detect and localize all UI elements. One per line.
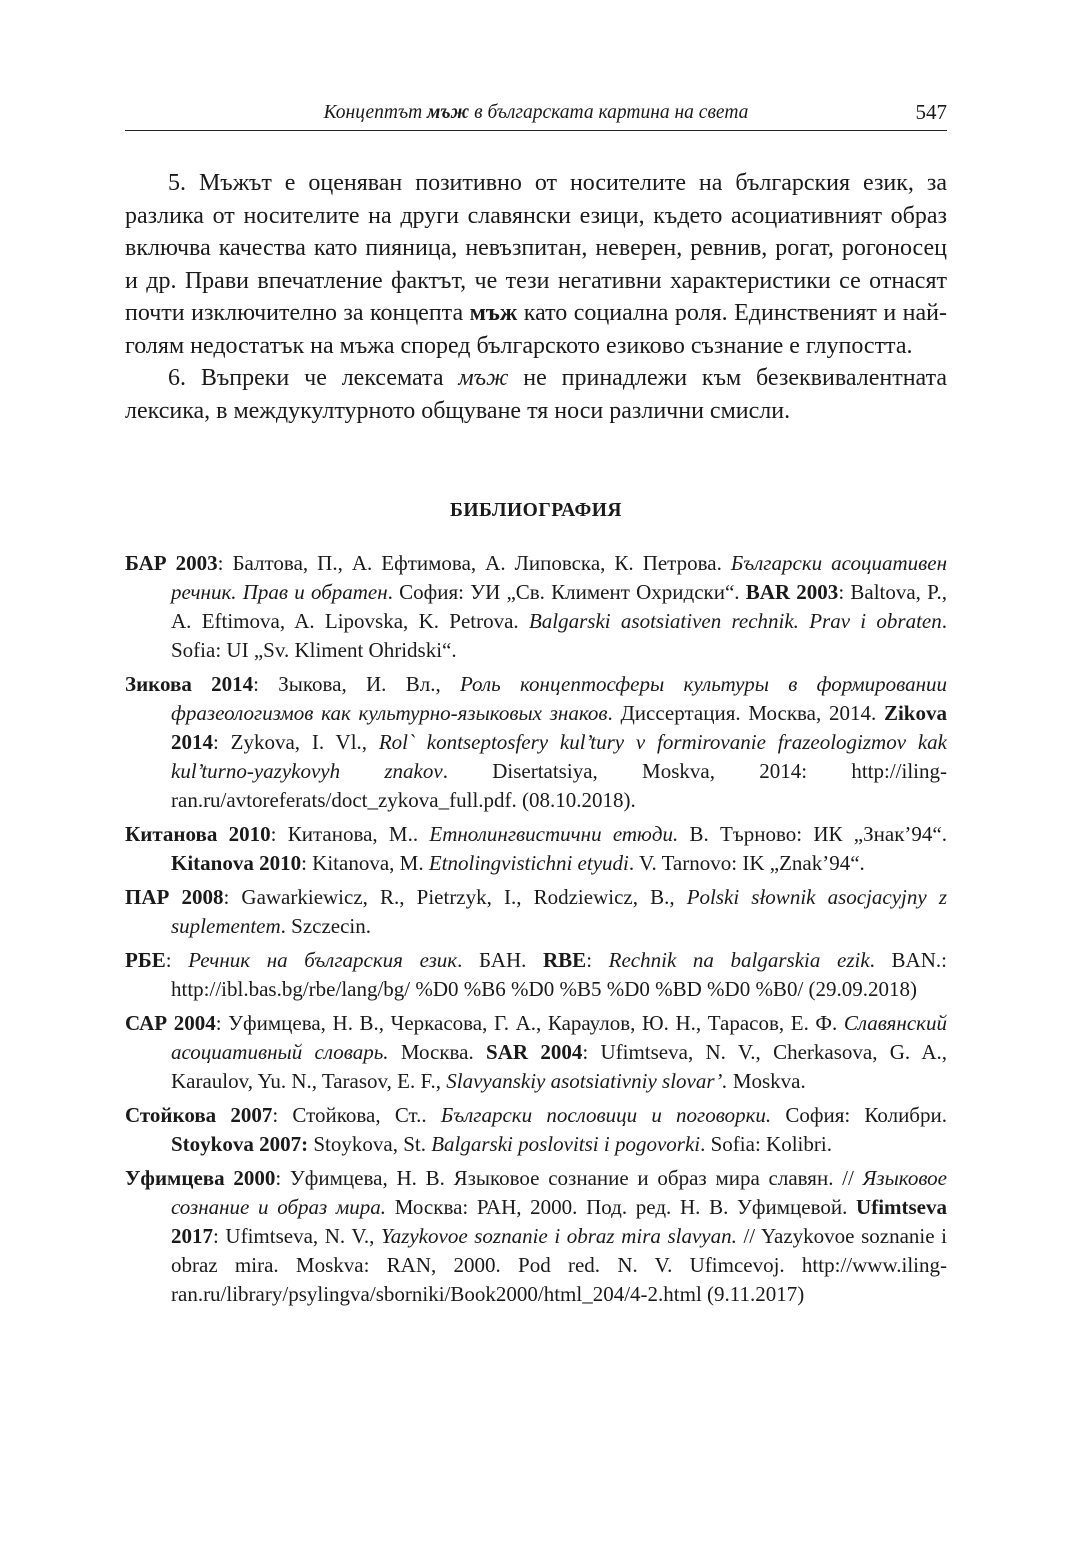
entry-text: Москва: РАН, 2000. Под. ред. Н. В. Уфимцевой.	[386, 1195, 857, 1219]
entry-key: САР 2004	[125, 1011, 216, 1035]
entry-rbe	[125, 946, 947, 1004]
entry-text: : Уфимцева, Н. В., Черкасова, Г. А., Караулов, Ю. Н., Тарасов, Е. Ф.	[215, 1011, 844, 1035]
entry-text: : Стойкова, Ст..	[272, 1103, 441, 1127]
entry-key: Китанова 2010	[125, 822, 271, 846]
entry-title: Balgarski poslovitsi i pogovorki	[431, 1132, 701, 1156]
entry-text: . V. Tarnovo: IK „Znak’94“.	[628, 851, 865, 875]
entry-text: . Sofia: UI „Sv. Kliment Ohridski“.	[171, 609, 947, 662]
bibliography-heading: БИБЛИОГРАФИЯ	[449, 500, 622, 521]
entry-title: Славянский асоциативный словарь.	[171, 1011, 947, 1064]
entry-title: Rechnik na balgarskia ezik	[608, 948, 870, 972]
running-header	[125, 100, 947, 131]
entry-text: : Балтова, П., А. Ефтимова, А. Липовска, К. Петрова.	[217, 551, 731, 575]
bibliography-list	[125, 549, 947, 1309]
entry-text: Москва.	[388, 1040, 487, 1064]
entry-text: : Уфимцева, Н. В. Языковое сознание и образ мира славян. //	[275, 1166, 863, 1190]
entry-text: : Zykova, I. Vl.,	[213, 730, 379, 754]
entry-text: : Китанова, М..	[270, 822, 430, 846]
entry-title: Polski słownik asocjacyjny z suplementem	[171, 885, 947, 938]
entry-title: Slavyanskiy asotsiativniy slovar’.	[446, 1069, 728, 1093]
entry-text: . Sofia: Kolibri.	[700, 1132, 832, 1156]
entry-text: :	[586, 948, 609, 972]
entry-key: Stoykova 2007:	[171, 1132, 309, 1156]
entry-text: . BAN.: http://ibl.bas.bg/rbe/lang/bg/ %D0 %B6 %D0 %B5 %D0 %BD %D0 %B0/ (29.09.2018)	[171, 948, 947, 1001]
entry-key: Уфимцева 2000	[125, 1166, 276, 1190]
entry-key: ПАР 2008	[125, 885, 224, 909]
entry-text: . Disertatsiya, Moskva, 2014: http://iling-ran.ru/avtoreferats/doct_zykova_full.pdf. (08.10.2018).	[171, 759, 947, 812]
entry-text: . Диссертация. Москва, 2014.	[607, 701, 884, 725]
entry-text: . Szczecin.	[280, 914, 372, 938]
entry-title: Rol` kontseptosfery kul’tury v formirovanie frazeologizmov kak kul’turno-yazykovyh znakov	[171, 730, 947, 783]
entry-title: Balgarski asotsiativen rechnik. Prav i obraten	[528, 609, 942, 633]
entry-text: // Yazykovoe soznanie i obraz mira. Moskva: RAN, 2000. Pod red. N. V. Ufimcevoj. http://www.iling-ran.ru/library/psylingva/sborniki/Book2000/html_204/4-2.html (9.11.2017)	[171, 1224, 947, 1306]
paragraph-5: 5. Мъжът е оценяван позитивно от носителите на българския език, за разлика от носителите на други славянски езици, където асоциативният образ включва качества като пияница, невъзпитан, неверен, ревнив, рогат, рогоносец и др. Прави впечатление фактът, че тези негативни характеристики се отнасят почти изключително за концепта мъж като социална роля. Единственият и най-голям недостатък на мъжа според българското езиково съзнание е глупостта.	[125, 170, 947, 359]
entry-par-2008	[125, 883, 947, 941]
entry-text: : Зыкова, И. Вл.,	[253, 672, 460, 696]
entry-title: Языковое сознание и образ мира.	[171, 1166, 947, 1219]
entry-title: Етнолингвистични етюди.	[429, 822, 679, 846]
entry-text: . БАН.	[457, 948, 543, 972]
entry-key: БАР 2003	[125, 551, 218, 575]
entry-title: Български асоциативен речник. Прав и обратен	[171, 551, 947, 604]
entry-text: В. Търново: ИК „Знак’94“.	[678, 822, 947, 846]
entry-text: :	[165, 948, 189, 972]
entry-ufimtseva-2000	[125, 1164, 947, 1309]
entry-kitanova-2010	[125, 820, 947, 878]
entry-text: София: Колибри.	[771, 1103, 947, 1127]
entry-title: Роль концептосферы культуры в формировании фразеологизмов как культурно-языковых знаков	[171, 672, 948, 725]
entry-text: : Ufimtseva, N. V.,	[213, 1224, 381, 1248]
running-title: Концептът мъж в българската картина на света	[323, 102, 749, 123]
entry-text: : Ufimtseva, N. V., Cherkasova, G. A., Karaulov, Yu. N., Tarasov, E. F.,	[171, 1040, 947, 1093]
entry-text: : Baltova, P., A. Eftimova, A. Lipovska, K. Petrova.	[171, 580, 947, 633]
entry-key: RBE	[543, 948, 587, 972]
page	[125, 100, 947, 1314]
entry-key: Zikova 2014	[171, 701, 947, 754]
entry-key: Kitanova 2010	[171, 851, 302, 875]
entry-text: Stoykova, St.	[308, 1132, 432, 1156]
entry-title: Български пословици и поговорки.	[440, 1103, 772, 1127]
entry-bar-2003	[125, 549, 947, 665]
entry-key: РБЕ	[125, 948, 166, 972]
entry-text: . София: УИ „Св. Климент Охридски“.	[387, 580, 746, 604]
entry-key: BAR 2003	[745, 580, 839, 604]
paragraph-6: 6. Въпреки че лексемата мъж не принадлежи към безеквивалентната лексика, в междукултурното общуване тя носи различни смисли.	[125, 365, 947, 424]
entry-key: Зикова 2014	[125, 672, 254, 696]
page-number: 547	[915, 100, 947, 124]
entry-title: Yazykovoe soznanie i obraz mira slavyan.	[380, 1224, 737, 1248]
entry-text: Moskva.	[727, 1069, 806, 1093]
entry-key: Ufimtseva 2017	[171, 1195, 948, 1248]
entry-zikova-2014	[125, 670, 947, 815]
entry-title: Etnolingvistichni etyudi	[428, 851, 629, 875]
entry-text: : Kitanova, M.	[301, 851, 429, 875]
entry-title: Речник на българския език	[188, 948, 458, 972]
entry-sar-2004	[125, 1009, 947, 1096]
entry-stoykova-2007	[125, 1101, 947, 1159]
entry-key: Стойкова 2007	[125, 1103, 273, 1127]
entry-key: SAR 2004	[486, 1040, 583, 1064]
conclusion-text	[125, 167, 947, 427]
entry-text: : Gawarkiewicz, R., Pietrzyk, I., Rodziewicz, B.,	[223, 885, 687, 909]
